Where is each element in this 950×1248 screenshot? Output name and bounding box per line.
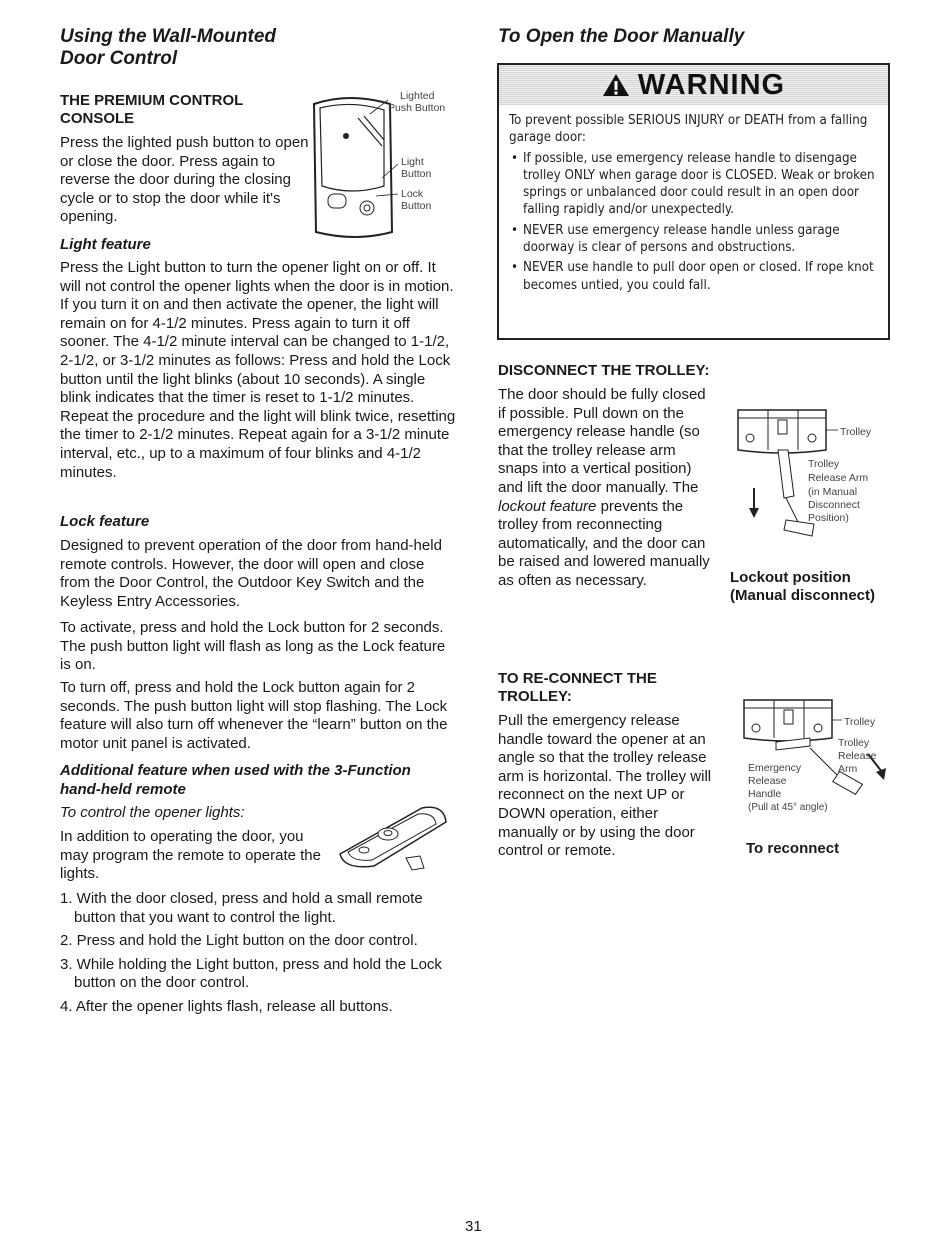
release-arm-label-5: Position) <box>808 512 849 524</box>
warning-box <box>497 63 890 340</box>
handle-label-2: Release <box>748 775 787 787</box>
disconnect-text <box>498 386 713 591</box>
reconnect-release-label-1: Trolley <box>838 737 870 749</box>
warning-item: • NEVER use emergency release handle unless garage doorway is clear of persons and obstructions. <box>523 222 879 257</box>
reconnect-release-label-3: Arm <box>838 763 858 775</box>
page-number: 31 <box>465 1218 482 1235</box>
release-arm-label-1: Trolley <box>808 458 840 470</box>
control-lights-label: To control the opener lights: <box>60 804 245 821</box>
additional-feature-heading: Additional feature when used with the 3-Function <box>60 762 411 779</box>
disconnect-heading: DISCONNECT THE TROLLEY: <box>498 362 710 379</box>
light-button-label-1: Light <box>401 156 424 168</box>
trolley-label: Trolley <box>840 426 872 438</box>
lock-button-label-2: Button <box>401 200 432 212</box>
right-section-title: To Open the Door Manually <box>498 26 745 47</box>
release-arm-label-3: (in Manual <box>808 486 858 498</box>
light-button-label-2: Button <box>401 168 432 180</box>
step-item: 3. While holding the Light button, press and hold the Lock button on the door control. <box>60 955 442 992</box>
lighted-label-1: Lighted <box>400 90 435 102</box>
section-title-line2: Door Control <box>60 48 178 69</box>
additional-feature-heading-line2: hand-held remote <box>60 781 186 798</box>
angle-label: (Pull at 45° angle) <box>748 802 828 813</box>
premium-console-text: Press the lighted push button to open or close the door. Press again to reverse the door during the closing cycle or to stop the door while it's opening. <box>60 134 309 226</box>
lock-feature-heading: Lock feature <box>60 513 150 530</box>
reconnect-release-label-2: Release <box>838 750 877 762</box>
light-feature-text: Press the Light button to turn the opener light on or off. It will not control the opener lights when the door is in motion. If you turn it on and then activate the opener, the light will remain on for 4-1/2 minutes. Press again to turn it off sooner. The 4-1/2 minute interval can be changed to 1-1/2, 2-1/2, or 3-1/2 minutes as follows: Press and hold the Lock button until the light blinks (about 10 seconds). A single blink indicates that the timer is reset to 1-1/2 minutes. Repeat the procedure and the light will blink twice, resetting the timer to 2-1/2 minutes. Repeat again for a 3-1/2 minute interval, etc., up to a maximum of four blinks and 4-1/2 minutes. <box>60 259 456 481</box>
reconnect-caption: To reconnect <box>746 840 840 857</box>
warning-intro: To prevent possible SERIOUS INJURY or DEATH from a falling garage door: <box>509 113 868 146</box>
reconnect-heading-line2: TROLLEY: <box>498 688 572 705</box>
release-arm-label-2: Release Arm <box>808 472 869 484</box>
warning-label: WARNING <box>637 68 786 101</box>
disconnect-text-part1: The door should be fully closed if possible. Pull down on the emergency release handle (so that the trolley release arm snaps into a vertical position) and lift the door manually. The <box>498 386 706 496</box>
warning-triangle-icon <box>602 72 630 98</box>
premium-console-heading: THE PREMIUM CONTROL <box>60 92 244 109</box>
reconnect-text: Pull the emergency release handle toward the opener at an angle so that the trolley release arm is horizontal. The trolley will reconnect on the next UP or DOWN operation, either manually or by using the door control or remote. <box>498 712 712 860</box>
lock-off-text: To turn off, press and hold the Lock button again for 2 seconds. The push button light will stop flashing. The Lock feature will also turn off whenever the “learn” button on the motor unit panel is activated. <box>60 679 448 752</box>
handle-label-3: Handle <box>748 788 782 800</box>
addition-text: In addition to operating the door, you may program the remote to operate the lights. <box>60 828 321 883</box>
lockout-caption-line2: (Manual disconnect) <box>730 587 876 604</box>
warning-banner <box>499 65 888 105</box>
lock-feature-text: Designed to prevent operation of the door from hand-held remote controls. However, the door will open and close from the Door Control, the Outdoor Key Switch and the Keyless Entry Accessories. <box>60 537 442 610</box>
reconnect-heading: TO RE-CONNECT THE <box>498 670 657 687</box>
step-item: 4. After the opener lights flash, release all buttons. <box>60 997 393 1015</box>
lock-button-label-1: Lock <box>401 188 424 200</box>
steps-list <box>60 890 455 1022</box>
lighted-label-2: Push Button <box>388 102 446 114</box>
warning-list <box>509 150 879 294</box>
warning-item: • If possible, use emergency release handle to disengage trolley ONLY when garage door is CLOSED. Weak or broken springs or unbalanced door could result in an open door falling rapidly and/or unexpectedly. <box>523 150 879 219</box>
premium-console-heading-line2: CONSOLE <box>60 110 135 127</box>
section-title: Using the Wall-Mounted <box>60 26 277 47</box>
step-item: 2. Press and hold the Light button on the door control. <box>60 932 418 950</box>
release-arm-label-4: Disconnect <box>808 499 860 511</box>
lockout-feature-term: lockout feature <box>498 497 597 515</box>
remote-illustration <box>334 802 459 872</box>
warning-item: • NEVER use handle to pull door open or closed. If rope knot becomes untied, you could fall. <box>523 259 879 294</box>
warning-body <box>509 112 879 297</box>
light-feature-heading: Light feature <box>60 236 151 253</box>
step-item: 1. With the door closed, press and hold a small remote button that you want to control the light. <box>60 890 423 926</box>
reconnect-trolley-label: Trolley <box>844 716 876 728</box>
handle-label-1: Emergency <box>748 762 802 774</box>
lock-activate-text: To activate, press and hold the Lock button for 2 seconds. The push button light will flash as long as the Lock feature is on. <box>60 619 446 674</box>
disconnect-text-part2: prevents the trolley from reconnecting automatically, and the door can be raised and lowered manually as often as necessary. <box>498 497 710 589</box>
lockout-caption: Lockout position <box>730 569 851 586</box>
